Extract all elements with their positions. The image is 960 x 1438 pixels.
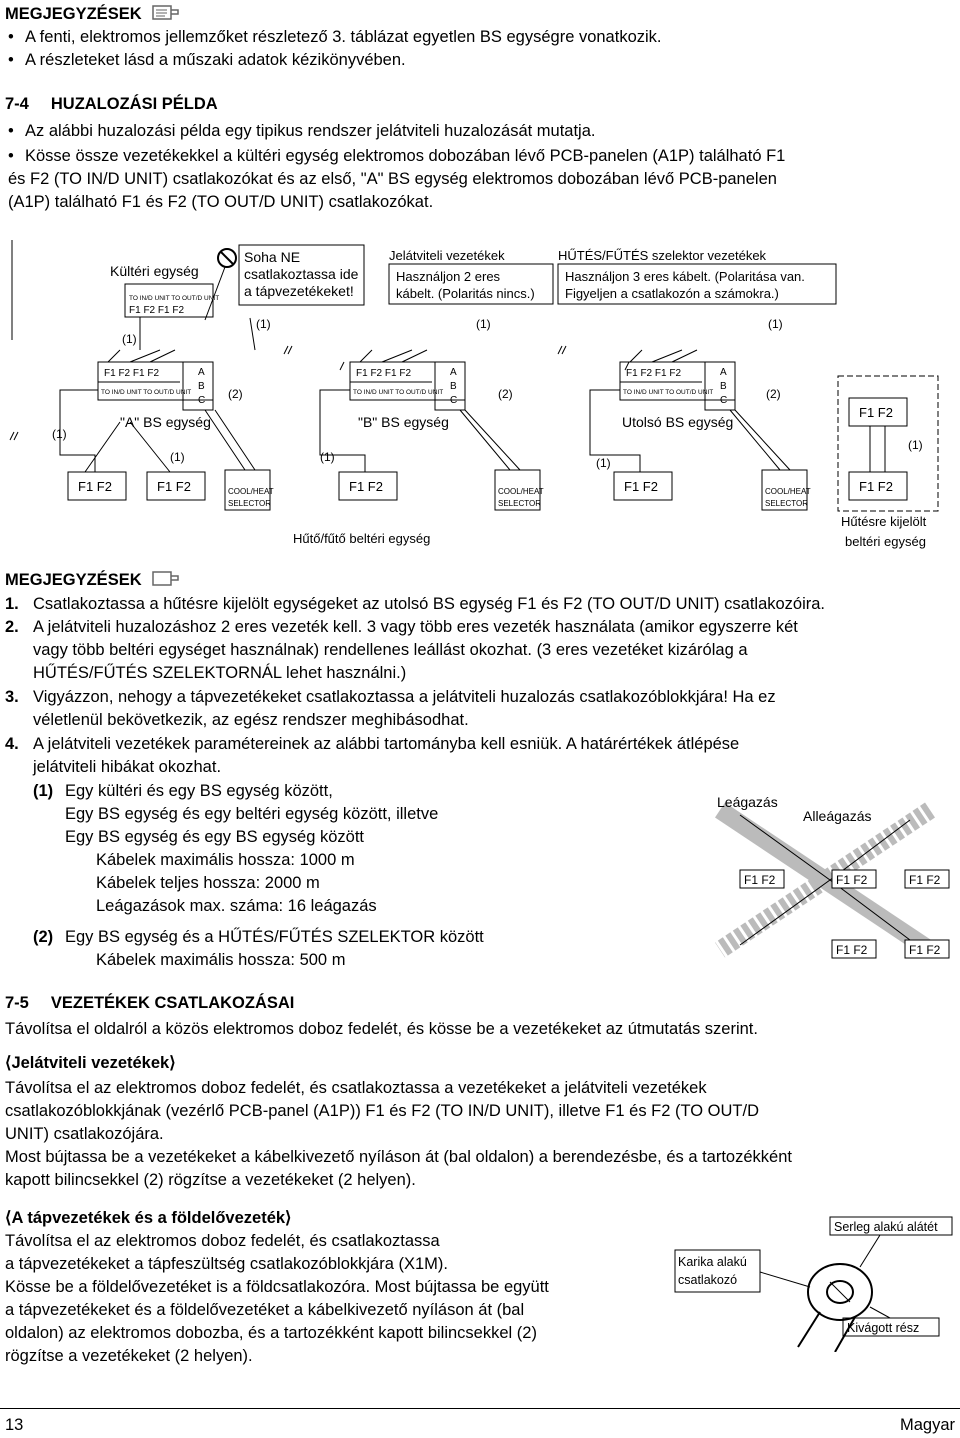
svg-text:A: A xyxy=(720,367,727,378)
svg-text:(1): (1) xyxy=(476,317,491,331)
section-bullet-connect: • Kösse össze vezetékekkel a kültéri egység elektromos dobozában lévő PCB-panelen (A1P) található F1 és F2 (TO IN/D UNIT) csatlakozókat és az első, "A" BS egység elektromos dobozában lévő PCB-panelen (A1P) található F1 és F2 (TO OUT/D UNIT) csatlakozókat. xyxy=(25,145,785,214)
svg-text:C: C xyxy=(198,395,206,406)
svg-text:B: B xyxy=(720,381,727,392)
svg-text:F1 F2: F1 F2 xyxy=(859,405,893,420)
note-item-4: A jelátviteli vezetékek paramétereinek az alábbi tartományba kell esniük. A határértékek átlépése jelátviteli hibákat okozhat. xyxy=(33,735,740,776)
svg-text:Alleágazás: Alleágazás xyxy=(803,808,872,824)
svg-text:(1): (1) xyxy=(52,427,67,441)
svg-text:C: C xyxy=(450,395,458,406)
svg-text:"A" BS egység: "A" BS egység xyxy=(120,414,211,430)
svg-text:F1 F2: F1 F2 xyxy=(349,479,383,494)
branch-diagram xyxy=(700,790,958,970)
section-heading-7-4: 7-4 HUZALOZÁSI PÉLDA xyxy=(5,95,218,113)
page-number: 13 xyxy=(5,1416,24,1434)
svg-text:C: C xyxy=(720,395,728,406)
svg-text:Soha NE: Soha NE xyxy=(244,249,301,265)
svg-text:A: A xyxy=(450,367,457,378)
power-paragraph: Távolítsa el az elektromos doboz fedelét, és csatlakoztassa a tápvezetékeket a tápfeszültség csatlakozóblokkjára (X1M). Kösse be a földelővezetéket is a földcsatlakozóra. Most bújtassa be együtt a tápvezetékeket és a földelővezetéket a kábelkivezető nyíláson át (bal oldalon) az elektromos dobozba, és a tartozékként kapott bilincsekkel (2) rögzítse a vezetékeket (2 helyen). xyxy=(5,1232,549,1365)
svg-text:B: B xyxy=(198,381,205,392)
svg-text:COOL/HEAT: COOL/HEAT xyxy=(228,487,274,496)
power-heading: ⟨A tápvezetékek és a földelővezeték⟩ xyxy=(5,1209,292,1227)
svg-text:F1 F2: F1 F2 xyxy=(836,873,868,887)
svg-text:F1 F2: F1 F2 xyxy=(909,943,941,957)
svg-text:F1 F2: F1 F2 xyxy=(78,479,112,494)
outdoor-unit-label: Kültéri egység xyxy=(110,263,199,279)
svg-text:F1 F2 F1 F2: F1 F2 F1 F2 xyxy=(626,368,682,379)
svg-text:(2): (2) xyxy=(228,387,243,401)
svg-text:Karika alakú: Karika alakú xyxy=(678,1255,747,1269)
svg-text:Kivágott rész: Kivágott rész xyxy=(847,1321,920,1335)
note-number: 2. xyxy=(5,618,19,636)
svg-text:SELECTOR: SELECTOR xyxy=(228,499,271,508)
hand-pointer-icon xyxy=(152,4,180,22)
svg-text:(2): (2) xyxy=(498,387,513,401)
svg-text:Jelátviteli vezetékek: Jelátviteli vezetékek xyxy=(389,248,505,263)
wiring-diagram xyxy=(0,240,960,560)
section-bullet: • Az alábbi huzalozási példa egy tipikus rendszer jelátviteli huzalozását mutatja. xyxy=(25,120,595,143)
note-item-3: Vigyázzon, nehogy a tápvezetékeket csatlakoztassa a jelátviteli huzalozás csatlakozóblokkjára! Ha ez véletlenül bekövetkezik, az egész rendszer meghibásodhat. xyxy=(33,688,776,729)
section-intro: Távolítsa el oldalról a közös elektromos doboz fedelét, és kösse be a vezetékeket az útmutatás szerint. xyxy=(5,1020,758,1038)
sub-item-1: Egy kültéri és egy BS egység között, Egy BS egység és egy beltéri egység között, illetve Egy BS egység és egy BS egység között Kábelek maximális hossza: 1000 m Kábelek teljes hossza: 2000 m Leágazások max. száma: 16 leágazás xyxy=(65,782,439,915)
note-item-2: A jelátviteli huzalozáshoz 2 eres vezeték kell. 3 vagy több eres vezeték használata (amikor egyszerre két vagy több beltéri egységet használnak) rendellenes leállást okozhat. (3 eres vezetéket kizárólag a HŰTÉS/FŰTÉS SZELEKTORNÁL lehet használni.) xyxy=(33,618,798,682)
svg-text:(1): (1) xyxy=(596,456,611,470)
svg-text:COOL/HEAT: COOL/HEAT xyxy=(498,487,544,496)
svg-text:kábelt. (Polaritás nincs.): kábelt. (Polaritás nincs.) xyxy=(396,286,535,301)
note-number: 4. xyxy=(5,735,19,753)
svg-text:beltéri egység: beltéri egység xyxy=(845,534,926,549)
svg-text:F1 F2: F1 F2 xyxy=(836,943,868,957)
svg-text:a tápvezetékeket!: a tápvezetékeket! xyxy=(244,283,354,299)
svg-text:F1 F2: F1 F2 xyxy=(859,479,893,494)
svg-text:(2): (2) xyxy=(766,387,781,401)
sub-number: (2) xyxy=(33,928,54,946)
svg-text:F1 F2: F1 F2 xyxy=(157,479,191,494)
svg-text:(1): (1) xyxy=(256,317,271,331)
svg-text:TO IN/D UNIT TO OUT/D UNIT: TO IN/D UNIT TO OUT/D UNIT xyxy=(129,295,220,302)
svg-text:TO IN/D UNIT TO OUT/D UNIT: TO IN/D UNIT TO OUT/D UNIT xyxy=(353,389,444,396)
svg-text:(1): (1) xyxy=(768,317,783,331)
svg-text:Használjon 2 eres: Használjon 2 eres xyxy=(396,269,501,284)
svg-text:B: B xyxy=(450,381,457,392)
svg-text:(1): (1) xyxy=(908,438,923,452)
note-title-top: MEGJEGYZÉSEK xyxy=(5,3,180,26)
svg-text:Utolsó BS egység: Utolsó BS egység xyxy=(622,414,734,430)
svg-text:SELECTOR: SELECTOR xyxy=(765,499,808,508)
svg-text:csatlakoztassa ide: csatlakoztassa ide xyxy=(244,266,359,282)
svg-text:F1 F2 F1 F2: F1 F2 F1 F2 xyxy=(356,368,412,379)
section-heading-7-5: 7-5 VEZETÉKEK CSATLAKOZÁSAI xyxy=(5,994,295,1012)
sub-item-2: Egy BS egység és a HŰTÉS/FŰTÉS SZELEKTOR között Kábelek maximális hossza: 500 m xyxy=(65,928,484,969)
svg-text:F1 F2 F1 F2: F1 F2 F1 F2 xyxy=(104,368,160,379)
svg-text:F1 F2: F1 F2 xyxy=(909,873,941,887)
svg-text:A: A xyxy=(198,367,205,378)
note-bullet: • A részleteket lásd a műszaki adatok kézikönyvében. xyxy=(25,49,406,72)
svg-text:(1): (1) xyxy=(320,450,335,464)
svg-text:HŰTÉS/FŰTÉS szelektor vezetéke: HŰTÉS/FŰTÉS szelektor vezetékek xyxy=(558,248,767,263)
svg-text:F1 F2 F1 F2: F1 F2 F1 F2 xyxy=(129,305,185,316)
svg-text:Hűtő/fűtő beltéri egység: Hűtő/fűtő beltéri egység xyxy=(293,531,431,546)
hand-pointer-icon xyxy=(152,570,180,588)
note-item-1: Csatlakoztassa a hűtésre kijelölt egységeket az utolsó BS egység F1 és F2 (TO OUT/D UNIT) csatlakozóira. xyxy=(33,595,826,613)
svg-text:csatlakozó: csatlakozó xyxy=(678,1273,738,1287)
note-title-mid: MEGJEGYZÉSEK xyxy=(5,569,180,592)
svg-text:(1): (1) xyxy=(122,332,137,346)
svg-text:F1 F2: F1 F2 xyxy=(624,479,658,494)
note-bullet: • A fenti, elektromos jellemzőket részletező 3. táblázat egyetlen BS egységre vonatkozik. xyxy=(25,26,662,49)
sub-number: (1) xyxy=(33,782,54,800)
svg-text:"B" BS egység: "B" BS egység xyxy=(358,414,449,430)
note-number: 1. xyxy=(5,595,19,613)
svg-text:(1): (1) xyxy=(170,450,185,464)
signal-paragraph: Távolítsa el az elektromos doboz fedelét, és csatlakoztassa a vezetékeket a jelátviteli vezetékek csatlakozóblokkjának (vezérlő PCB-panel (A1P)) F1 és F2 (TO IN/D UNIT), illetve F1 és F2 (TO OUT/D UNIT) csatlakozójára. Most bújtassa be a vezetékeket a kábelkivezető nyíláson át (bal oldalon) a berendezésbe, és a tartozékként kapott bilincsekkel (2) rögzítse a vezetékeket (2 helyen). xyxy=(5,1079,792,1189)
svg-text:TO IN/D UNIT TO OUT/D UNIT: TO IN/D UNIT TO OUT/D UNIT xyxy=(101,389,192,396)
footer-language: Magyar xyxy=(899,1416,955,1434)
svg-text:Használjon 3 eres kábelt. (Pol: Használjon 3 eres kábelt. (Polaritása van. xyxy=(565,269,805,284)
svg-text:TO IN/D UNIT TO OUT/D UNIT: TO IN/D UNIT TO OUT/D UNIT xyxy=(623,389,714,396)
svg-text:F1 F2: F1 F2 xyxy=(744,873,776,887)
ring-terminal-diagram xyxy=(670,1212,955,1352)
svg-text:Serleg alakú alátét: Serleg alakú alátét xyxy=(834,1220,938,1234)
footer-rule xyxy=(0,1408,960,1409)
svg-text:Hűtésre kijelölt: Hűtésre kijelölt xyxy=(841,514,927,529)
svg-text:COOL/HEAT: COOL/HEAT xyxy=(765,487,811,496)
signal-heading: ⟨Jelátviteli vezetékek⟩ xyxy=(5,1054,176,1072)
note-number: 3. xyxy=(5,688,19,706)
svg-text:SELECTOR: SELECTOR xyxy=(498,499,541,508)
svg-text:Leágazás: Leágazás xyxy=(717,794,778,810)
svg-text:Figyeljen a csatlakozón a szám: Figyeljen a csatlakozón a számokra.) xyxy=(565,286,779,301)
